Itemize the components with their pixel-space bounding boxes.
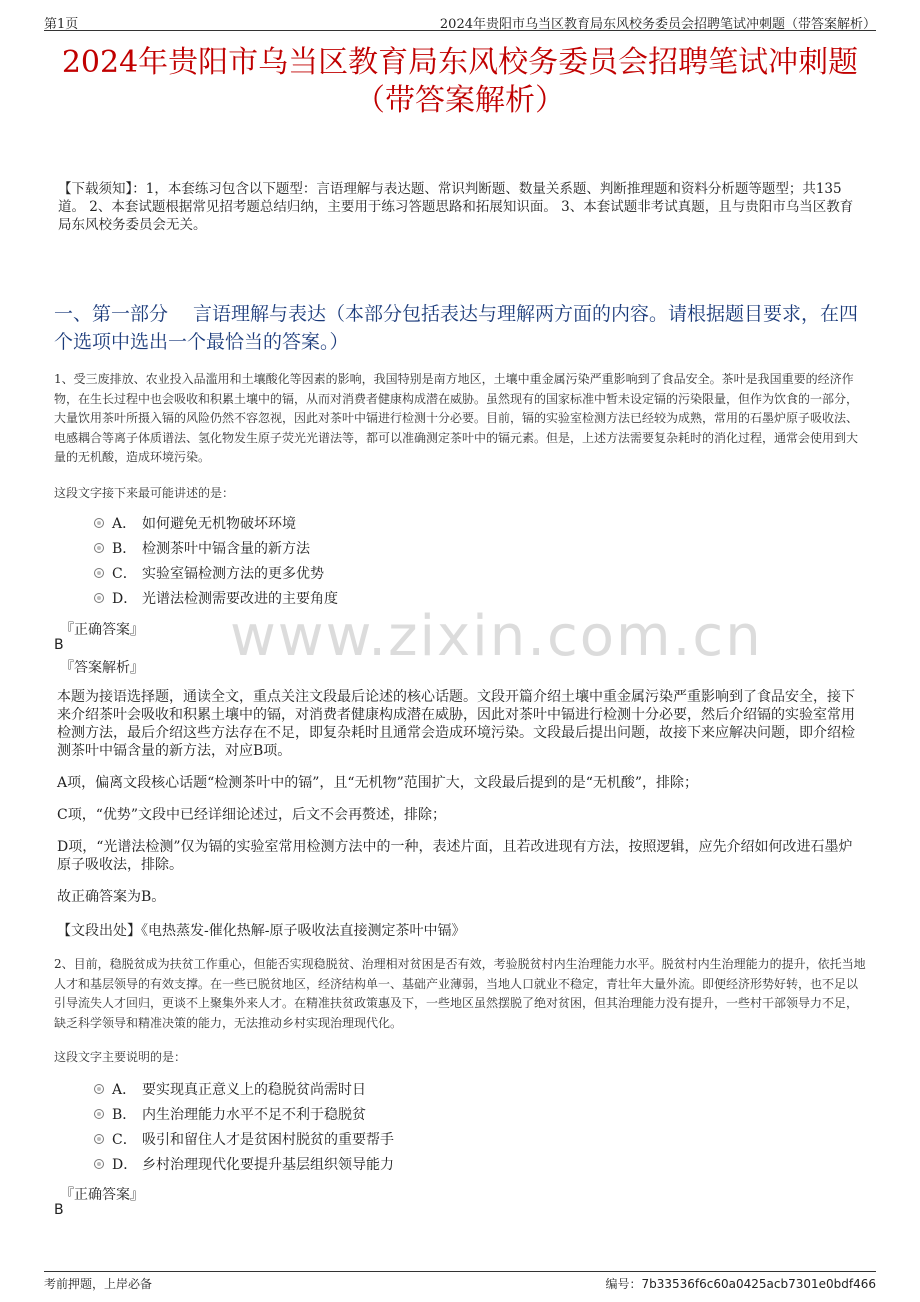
question-1-text: 1、受三废排放、农业投入品滥用和土壤酸化等因素的影响，我国特别是南方地区，土壤中重金属污染严重影响到了食品安全。茶叶是我国重要的经济作物，在生长过程中也会吸收和积累土壤中的镉，从而对消费者健康构成潜在威胁。虽然现有的国家标准中暂未设定镉的污染限量，但作为饮食的一部分，大量饮用茶叶所摄入镉的风险仍然不容忽视，因此对茶叶中镉进行检测十分必要。目前，镉的实验室检测方法已经较为成熟，常用的石墨炉原子吸收法、电感耦合等离子体质谱法、氢化物发生原子荧光光谱法等，都可以准确测定茶叶中的镉元素。但是，上述方法需要复杂耗时的消化过程，通常会使用到大量的无机酸，造成环境污染。 [54,372,859,464]
radio-icon[interactable] [94,543,104,553]
answer-value: B [54,1202,64,1218]
header-doc-title: 2024年贵阳市乌当区教育局东风校务委员会招聘笔试冲刺题（带答案解析） [439,17,876,32]
footer-code: 编号：7b33536f6c60a0425acb7301e0bdf466 [605,1277,876,1291]
radio-icon[interactable] [94,568,104,578]
option-c[interactable]: C． 实验室镉检测方法的更多优势 [94,562,338,587]
page-header [44,10,876,31]
download-notice: 【下载须知】：1，本套练习包含以下题型：言语理解与表达题、常识判断题、数量关系题、判断推理题和资料分析题等题型；共135道。 2、本套试题根据常见招考题总结归纳，主要用于练习答题思路和拓展知识面。 3、本套试题非考试真题，且与贵阳市乌当区教育局东风校务委员会无关。 [58,181,854,233]
radio-icon[interactable] [94,1159,104,1169]
answer-label: 『正确答案』 [60,1187,144,1203]
question-1-options [94,512,338,612]
page-title [40,44,880,120]
page-number: 第1页 [44,17,79,32]
page-footer [44,1271,876,1290]
question-1-prompt: 这段文字接下来最可能讲述的是： [54,486,235,500]
page-title-line2: （带答案解析） [355,83,565,118]
answer-label: 『正确答案』 [60,622,144,638]
radio-icon[interactable] [94,518,104,528]
question-2-text: 2、目前，稳脱贫成为扶贫工作重心，但能否实现稳脱贫、治理相对贫困是否有效，考验脱贫村内生治理能力水平。脱贫村内生治理能力的提升，依托当地人才和基层领导的有效支撑。在一些已脱贫地区，经济结构单一、基础产业薄弱，当地人口就业不稳定，青壮年大量外流。即便经济形势好转，也不足以引导流失人才回归，更谈不上聚集外来人才。在精准扶贫政策惠及下，一些地区虽然摆脱了绝对贫困，但其治理能力没有提升，一些村干部领导力不足，缺乏科学领导和精准决策的能力，无法推动乡村实现治理现代化。 [54,957,866,1030]
watermark: www.zixin.com.cn [230,604,763,669]
option-c[interactable]: C． 吸引和留住人才是贫困村脱贫的重要帮手 [94,1128,394,1153]
answer-value: B [54,637,64,653]
analysis-paragraph: A项，偏离文段核心话题“检测茶叶中的镉”，且“无机物”范围扩大，文段最后提到的是“无机酸”，排除； [57,775,699,791]
analysis-paragraph: 故正确答案为B。 [57,889,166,905]
option-b[interactable]: B． 内生治理能力水平不足不利于稳脱贫 [94,1103,394,1128]
section-heading: 一、第一部分 言语理解与表达（本部分包括表达与理解两方面的内容。请根据题目要求，在四个选项中选出一个最恰当的答案。） [54,303,859,353]
question-2-prompt: 这段文字主要说明的是： [54,1050,187,1064]
analysis-paragraph: C项，“优势”文段中已经详细论述过，后文不会再赘述，排除； [57,807,447,823]
analysis-label: 『答案解析』 [60,660,144,676]
analysis-paragraph: D项，“光谱法检测”仅为镉的实验室常用检测方法中的一种，表述片面，且若改进现有方法，按照逻辑，应先介绍如何改进石墨炉原子吸收法，排除。 [57,839,853,873]
radio-icon[interactable] [94,1109,104,1119]
radio-icon[interactable] [94,593,104,603]
radio-icon[interactable] [94,1084,104,1094]
option-b[interactable]: B． 检测茶叶中镉含量的新方法 [94,537,338,562]
page-title-line1: 2024年贵阳市乌当区教育局东风校务委员会招聘笔试冲刺题 [61,45,859,80]
option-d[interactable]: D． 光谱法检测需要改进的主要角度 [94,587,338,612]
source-citation: 【文段出处】《电热蒸发-催化热解-原子吸收法直接测定茶叶中镉》 [57,923,466,939]
analysis-paragraph: 本题为接语选择题，通读全文，重点关注文段最后论述的核心话题。文段开篇介绍土壤中重金属污染严重影响到了食品安全，接下来介绍茶叶会吸收和积累土壤中的镉，对消费者健康构成潜在威胁，因此对茶叶中镉进行检测十分必要，然后介绍镉的实验室常用检测方法，最后介绍这些方法存在不足，即复杂耗时且通常会造成环境污染。文段最后提出问题，故接下来应解决问题，即介绍检测茶叶中镉含量的新方法，对应B项。 [57,689,855,759]
radio-icon[interactable] [94,1134,104,1144]
option-a[interactable]: A． 要实现真正意义上的稳脱贫尚需时日 [94,1078,394,1103]
footer-slogan: 考前押题，上岸必备 [44,1277,153,1291]
question-2-options [94,1078,394,1178]
option-a[interactable]: A． 如何避免无机物破坏环境 [94,512,338,537]
option-d[interactable]: D． 乡村治理现代化要提升基层组织领导能力 [94,1153,394,1178]
